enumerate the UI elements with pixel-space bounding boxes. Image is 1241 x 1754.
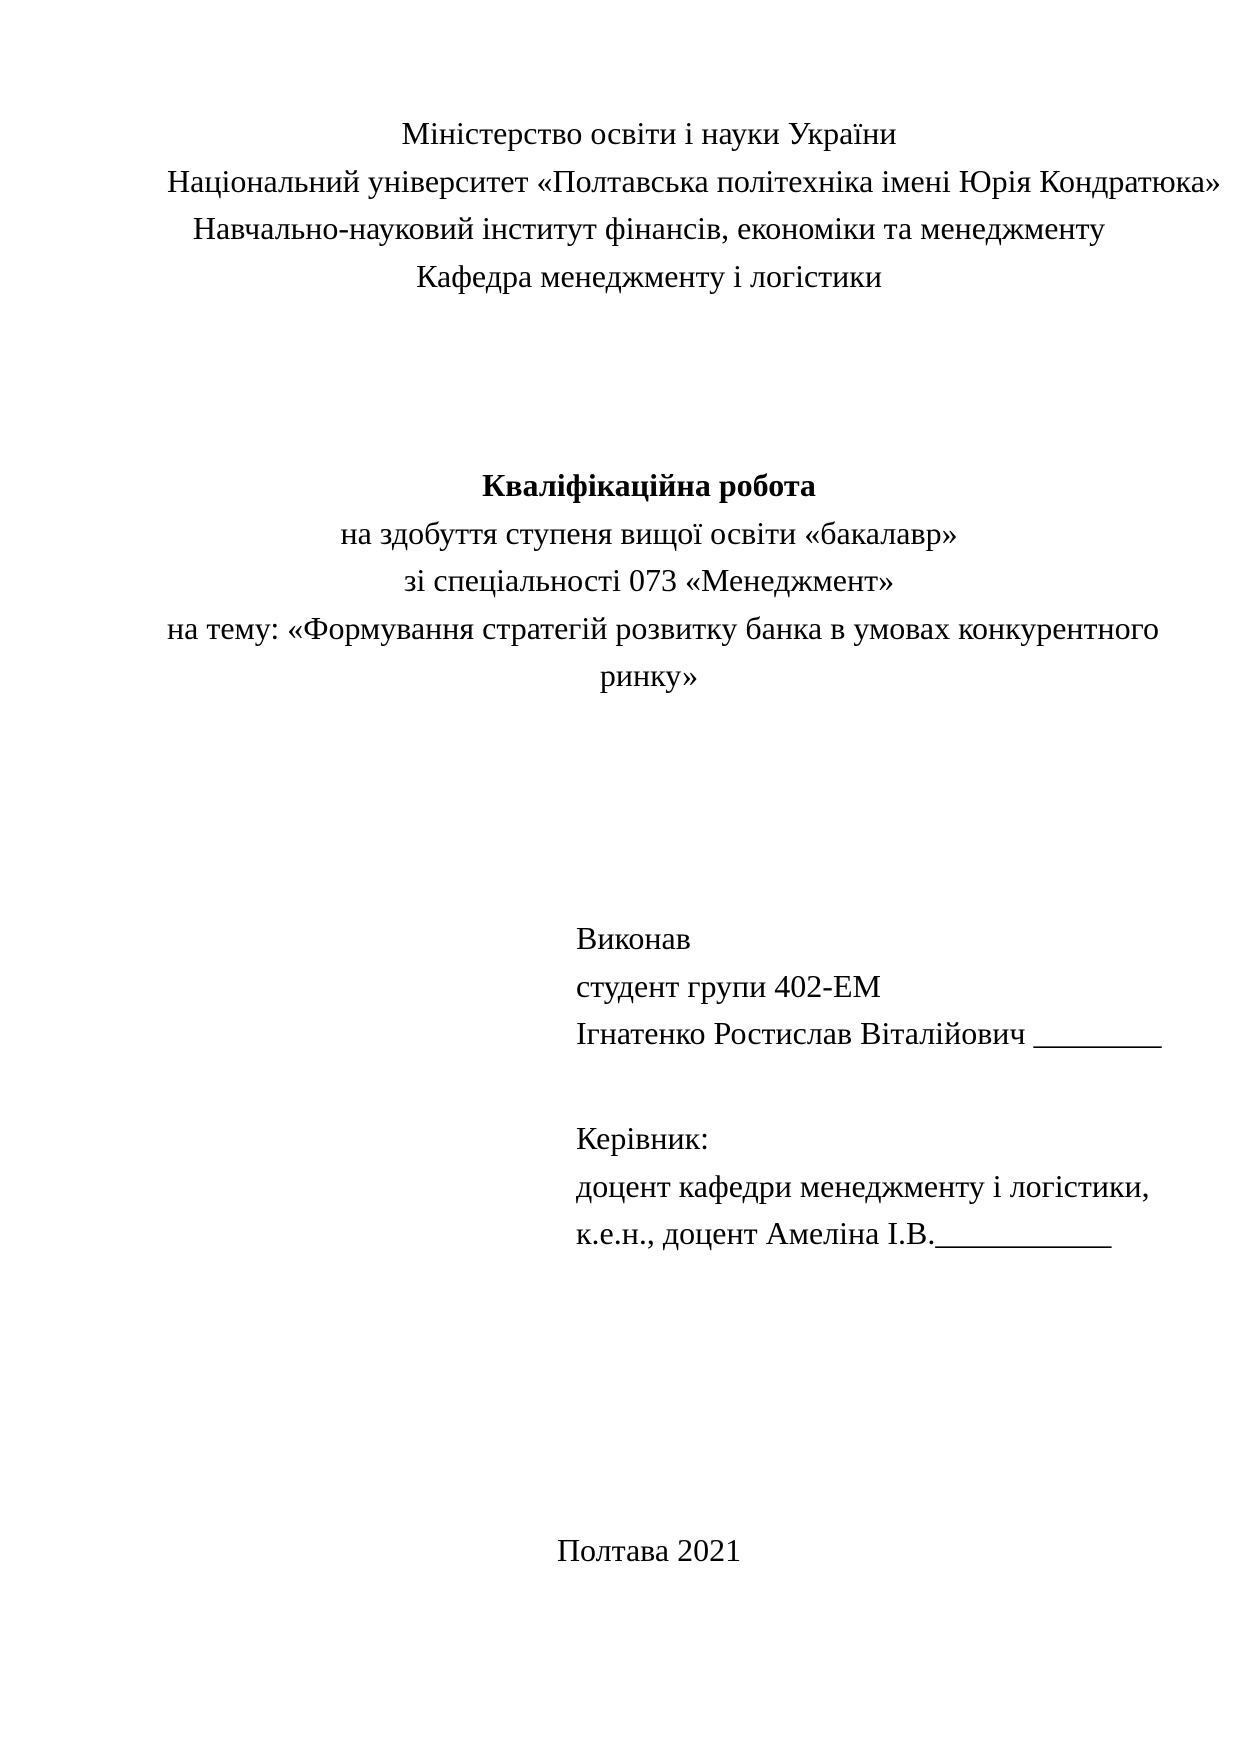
department-line: Кафедра менеджменту і логістики — [416, 257, 882, 294]
supervisor-position-line: доцент кафедри менеджменту і логістики, — [576, 1167, 1150, 1204]
footer-city-year-block — [167, 1527, 1131, 1575]
work-title-block — [167, 462, 1159, 700]
executor-group-line: студент групи 402-ЕМ — [576, 967, 881, 1004]
supervisor-block — [576, 1115, 1150, 1258]
ministry-line: Міністерство освіти і науки України — [401, 115, 897, 151]
executor-name-signature-line: Ігнатенко Ростислав Віталійович ________ — [576, 1015, 1162, 1051]
supervisor-name-signature-line: к.е.н., доцент Амеліна І.В.___________ — [576, 1215, 1112, 1251]
topic-line-1: на тему: «Формування стратегій розвитку банка в умовах конкурентного — [167, 609, 1159, 646]
university-line: Національний університет «Полтавська політехніка імені Юрія Кондратюка» — [167, 162, 1221, 199]
specialty-line: зі спеціальності 073 «Менеджмент» — [403, 562, 895, 598]
topic-line-2: ринку» — [599, 657, 699, 693]
supervisor-label: Керівник: — [576, 1120, 710, 1156]
institution-header — [167, 110, 1221, 300]
executor-block — [576, 915, 1162, 1058]
degree-line: на здобуття ступеня вищої освіти «бакалавр» — [340, 514, 958, 551]
work-type-title: Кваліфікаційна робота — [482, 467, 816, 503]
executor-label: Виконав — [576, 920, 691, 956]
institute-line: Навчально-науковий інститут фінансів, економіки та менеджменту — [192, 210, 1106, 246]
city-year-line: Полтава 2021 — [556, 1532, 742, 1568]
